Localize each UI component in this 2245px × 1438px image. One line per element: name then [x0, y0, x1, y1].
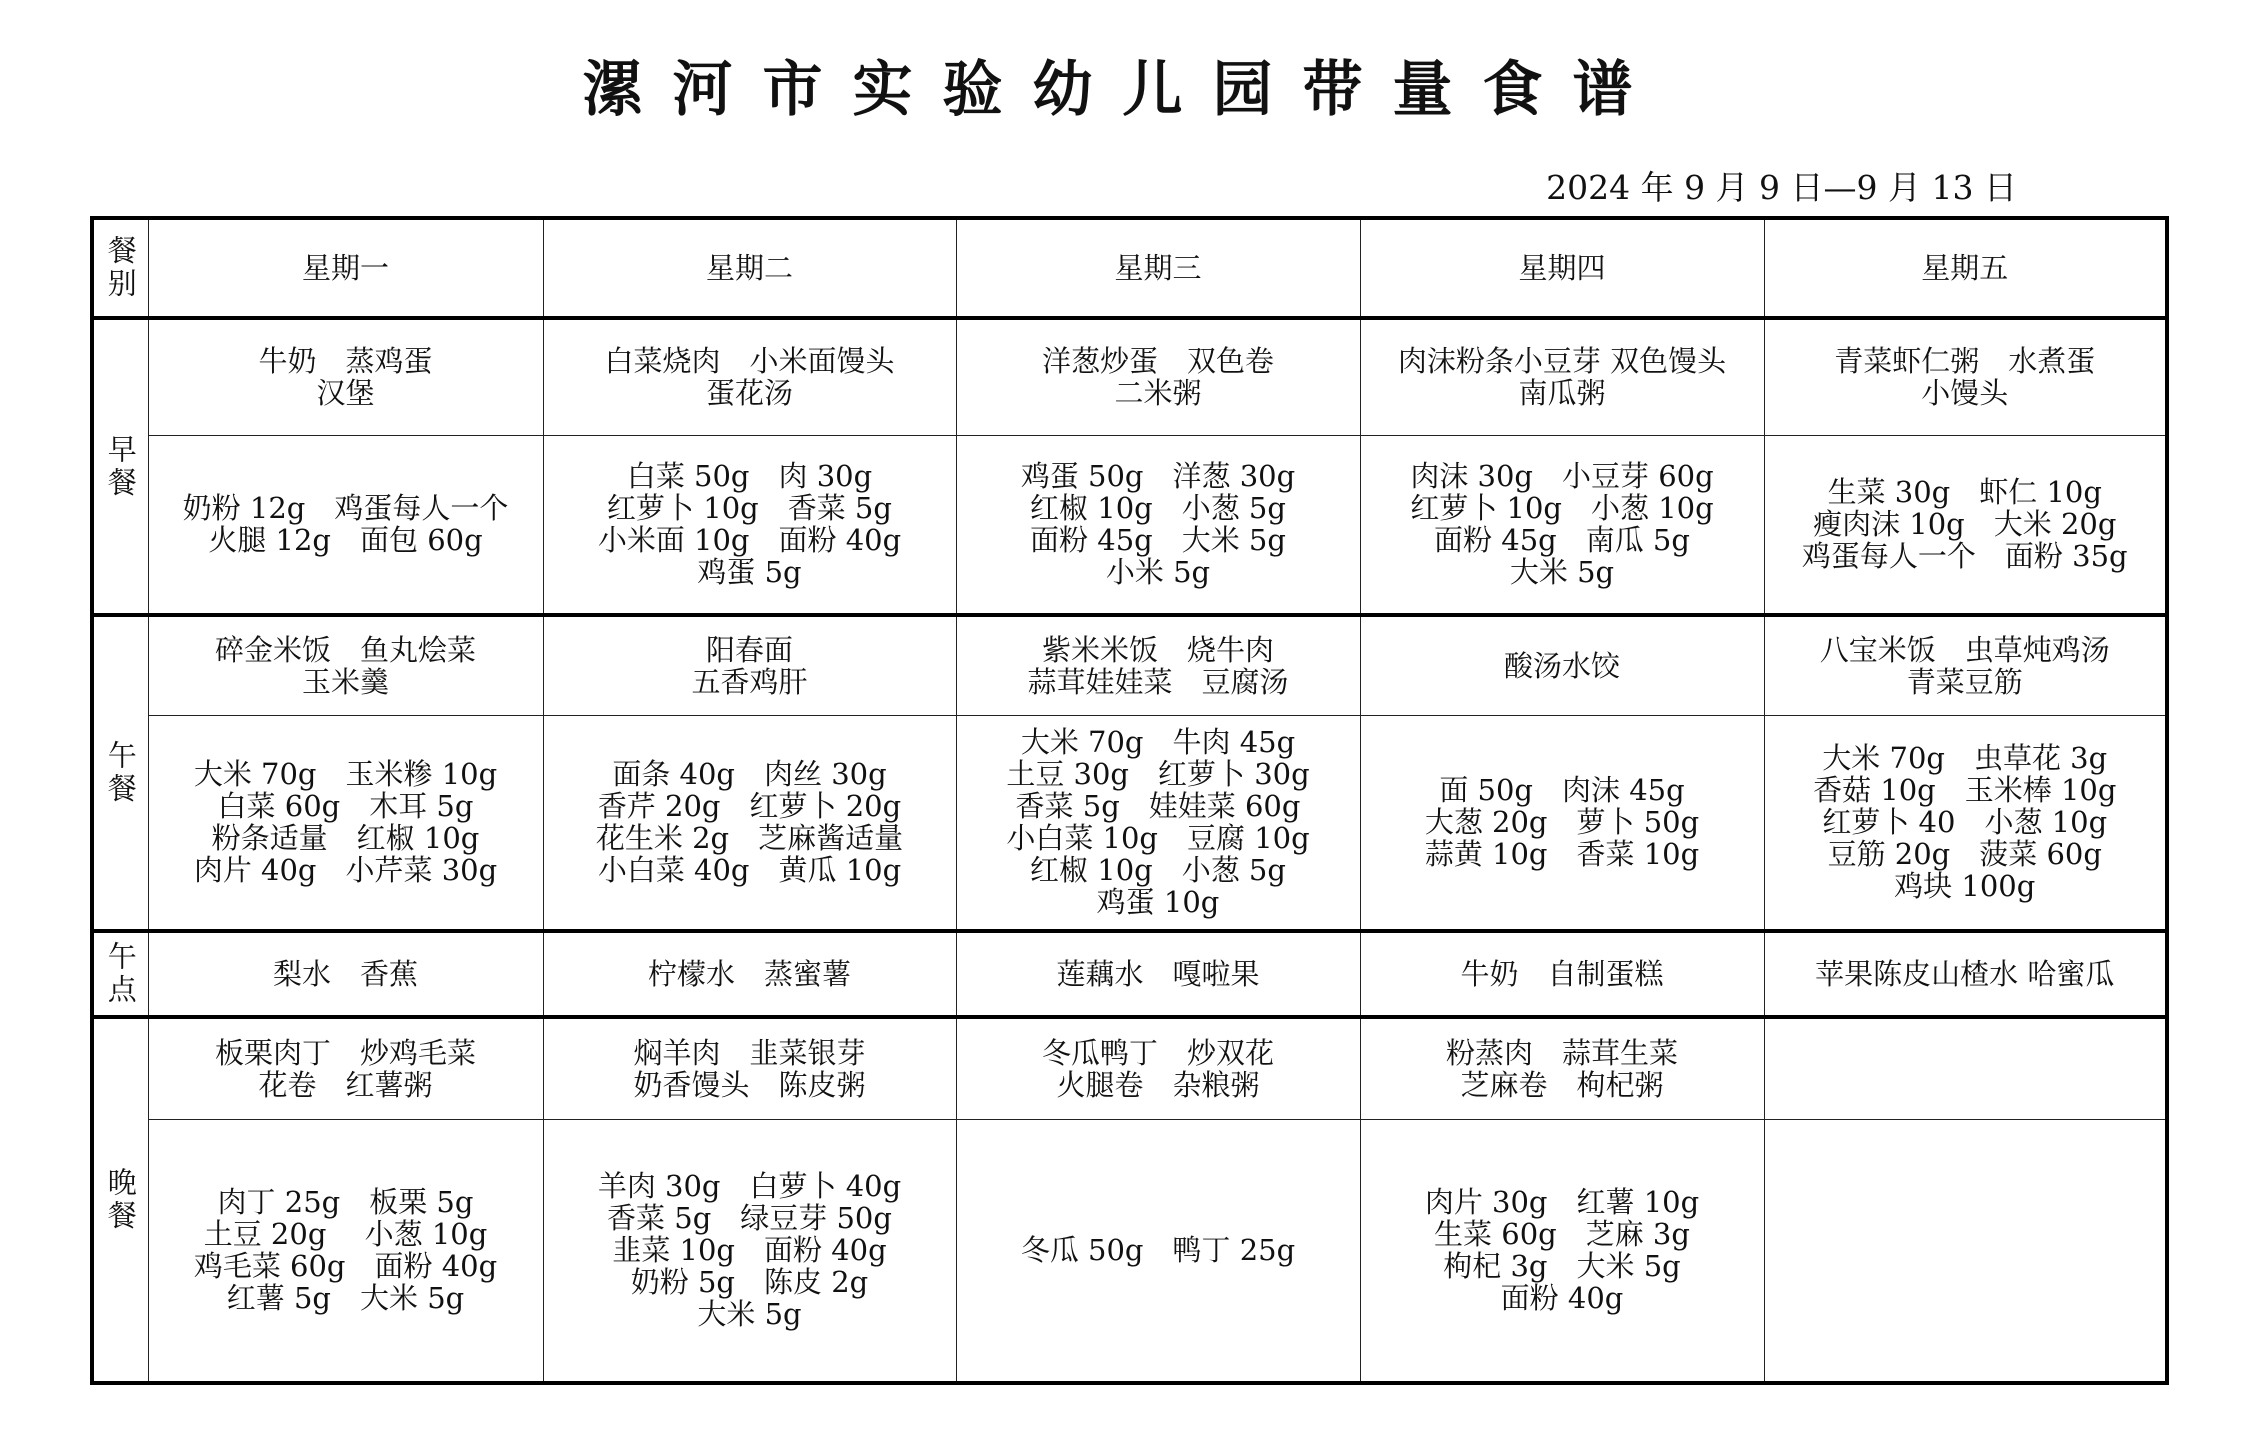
day-header-tuesday: 星期二	[543, 218, 956, 318]
day-header-thursday: 星期四	[1360, 218, 1764, 318]
lunch-ingredient-row	[92, 715, 2167, 931]
snack-cell: 牛奶 自制蛋糕	[1360, 931, 1764, 1017]
breakfast-dish-cell: 白菜烧肉 小米面馒头 蛋花汤	[543, 318, 956, 435]
meal-label-lunch: 午餐	[92, 615, 148, 931]
date-range: 2024 年 9 月 9 日—9 月 13 日	[1546, 168, 2017, 207]
snack-cell: 柠檬水 蒸蜜薯	[543, 931, 956, 1017]
dinner-ingredient-cell: 冬瓜 50g 鸭丁 25g	[956, 1119, 1360, 1383]
day-header-wednesday: 星期三	[956, 218, 1360, 318]
dinner-dish-cell	[1764, 1017, 2167, 1119]
meal-label-dinner: 晚餐	[92, 1017, 148, 1383]
dinner-dish-cell: 焖羊肉 韭菜银芽 奶香馒头 陈皮粥	[543, 1017, 956, 1119]
dinner-ingredient-row	[92, 1119, 2167, 1383]
day-header-friday: 星期五	[1764, 218, 2167, 318]
dinner-ingredient-cell: 肉丁 25g 板栗 5g 土豆 20g 小葱 10g 鸡毛菜 60g 面粉 40g 红薯 5g 大米 5g	[148, 1119, 543, 1383]
meal-label-snack: 午点	[92, 931, 148, 1017]
snack-cell: 莲藕水 嘎啦果	[956, 931, 1360, 1017]
dinner-dish-row	[92, 1017, 2167, 1119]
page-title: 漯河市实验幼儿园带量食谱	[582, 55, 1663, 125]
breakfast-dish-cell: 青菜虾仁粥 水煮蛋 小馒头	[1764, 318, 2167, 435]
breakfast-dish-cell: 洋葱炒蛋 双色卷 二米粥	[956, 318, 1360, 435]
snack-cell: 梨水 香蕉	[148, 931, 543, 1017]
dinner-dish-cell: 粉蒸肉 蒜茸生菜 芝麻卷 枸杞粥	[1360, 1017, 1764, 1119]
breakfast-dish-cell: 肉沫粉条小豆芽 双色馒头 南瓜粥	[1360, 318, 1764, 435]
breakfast-ingredient-cell: 生菜 30g 虾仁 10g 瘦肉沫 10g 大米 20g 鸡蛋每人一个 面粉 35g	[1764, 435, 2167, 615]
snack-cell: 苹果陈皮山楂水 哈蜜瓜	[1764, 931, 2167, 1017]
breakfast-ingredient-cell: 肉沫 30g 小豆芽 60g 红萝卜 10g 小葱 10g 面粉 45g 南瓜 5g 大米 5g	[1360, 435, 1764, 615]
meal-type-header: 餐别	[92, 218, 148, 318]
breakfast-ingredient-cell: 鸡蛋 50g 洋葱 30g 红椒 10g 小葱 5g 面粉 45g 大米 5g 小米 5g	[956, 435, 1360, 615]
dinner-ingredient-cell	[1764, 1119, 2167, 1383]
breakfast-dish-row	[92, 318, 2167, 435]
lunch-ingredient-cell: 面 50g 肉沫 45g 大葱 20g 萝卜 50g 蒜黄 10g 香菜 10g	[1360, 715, 1764, 931]
breakfast-ingredient-row	[92, 435, 2167, 615]
dinner-dish-cell: 冬瓜鸭丁 炒双花 火腿卷 杂粮粥	[956, 1017, 1360, 1119]
lunch-dish-cell: 酸汤水饺	[1360, 615, 1764, 715]
lunch-ingredient-cell: 大米 70g 牛肉 45g 土豆 30g 红萝卜 30g 香菜 5g 娃娃菜 60g 小白菜 10g 豆腐 10g 红椒 10g 小葱 5g 鸡蛋 10g	[956, 715, 1360, 931]
header-row	[92, 218, 2167, 318]
lunch-ingredient-cell: 面条 40g 肉丝 30g 香芹 20g 红萝卜 20g 花生米 2g 芝麻酱适量 小白菜 40g 黄瓜 10g	[543, 715, 956, 931]
dinner-ingredient-cell: 肉片 30g 红薯 10g 生菜 60g 芝麻 3g 枸杞 3g 大米 5g 面粉 40g	[1360, 1119, 1764, 1383]
lunch-ingredient-cell: 大米 70g 玉米糁 10g 白菜 60g 木耳 5g 粉条适量 红椒 10g 肉片 40g 小芹菜 30g	[148, 715, 543, 931]
meal-label-breakfast: 早餐	[92, 318, 148, 615]
lunch-dish-cell: 紫米米饭 烧牛肉 蒜茸娃娃菜 豆腐汤	[956, 615, 1360, 715]
breakfast-ingredient-cell: 白菜 50g 肉 30g 红萝卜 10g 香菜 5g 小米面 10g 面粉 40g 鸡蛋 5g	[543, 435, 956, 615]
lunch-ingredient-cell: 大米 70g 虫草花 3g 香菇 10g 玉米棒 10g 红萝卜 40 小葱 10g 豆筋 20g 菠菜 60g 鸡块 100g	[1764, 715, 2167, 931]
day-header-monday: 星期一	[148, 218, 543, 318]
menu-table	[90, 216, 2169, 1385]
dinner-ingredient-cell: 羊肉 30g 白萝卜 40g 香菜 5g 绿豆芽 50g 韭菜 10g 面粉 40g 奶粉 5g 陈皮 2g 大米 5g	[543, 1119, 956, 1383]
breakfast-ingredient-cell: 奶粉 12g 鸡蛋每人一个 火腿 12g 面包 60g	[148, 435, 543, 615]
breakfast-dish-cell: 牛奶 蒸鸡蛋 汉堡	[148, 318, 543, 435]
lunch-dish-cell: 阳春面 五香鸡肝	[543, 615, 956, 715]
lunch-dish-row	[92, 615, 2167, 715]
dinner-dish-cell: 板栗肉丁 炒鸡毛菜 花卷 红薯粥	[148, 1017, 543, 1119]
lunch-dish-cell: 碎金米饭 鱼丸烩菜 玉米羹	[148, 615, 543, 715]
snack-row	[92, 931, 2167, 1017]
lunch-dish-cell: 八宝米饭 虫草炖鸡汤 青菜豆筋	[1764, 615, 2167, 715]
